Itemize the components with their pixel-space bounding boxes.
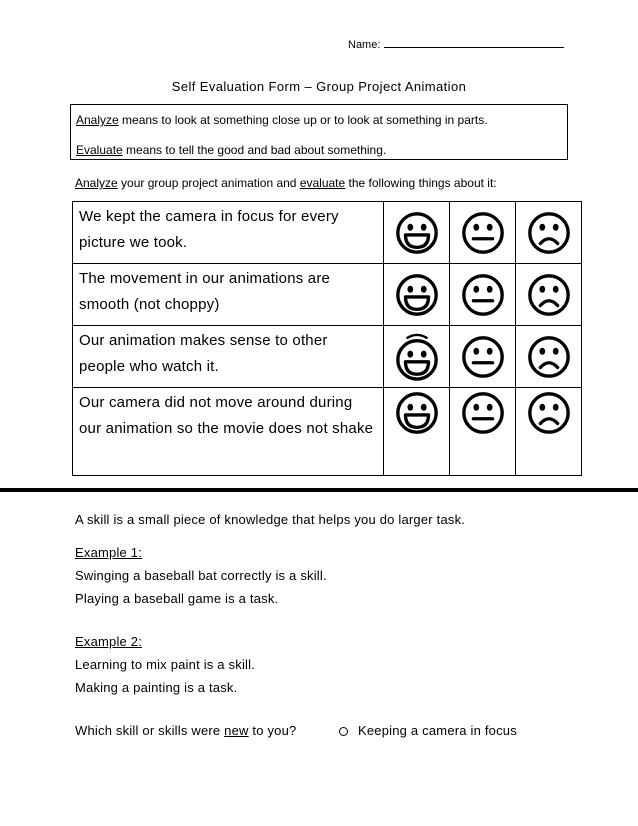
happy-face-icon[interactable]: [394, 331, 440, 383]
example2-line2: [75, 680, 237, 695]
example1-line2-text: Playing a baseball game is a: [75, 591, 250, 606]
sad-face-icon[interactable]: [526, 390, 572, 436]
happy-face-cell[interactable]: [384, 388, 450, 476]
skill-intro: [75, 512, 465, 527]
new-term: new: [224, 723, 249, 738]
neutral-face-cell[interactable]: [450, 264, 516, 326]
instruction-line: [75, 176, 497, 190]
instruction-evaluate: evaluate: [299, 176, 346, 190]
skill-term: skill: [86, 512, 110, 527]
table-row: [73, 264, 582, 326]
example2-line2-text: Making a painting is a: [75, 680, 209, 695]
analyze-term: Analyze: [76, 113, 119, 127]
neutral-face-cell[interactable]: [450, 388, 516, 476]
page-title: Self Evaluation Form – Group Project Animation: [171, 79, 467, 94]
option-circle-icon[interactable]: [339, 727, 348, 736]
neutral-face-icon[interactable]: [460, 390, 506, 436]
instruction-analyze: Analyze: [75, 176, 118, 190]
sad-face-cell[interactable]: [516, 202, 582, 264]
happy-face-icon[interactable]: [394, 390, 440, 436]
happy-face-cell[interactable]: [384, 264, 450, 326]
evaluation-table: [72, 201, 582, 476]
skill-intro-middle: is a small piece of knowledge that helps you do larger: [109, 512, 437, 527]
evaluate-definition: [76, 143, 386, 157]
happy-face-cell[interactable]: [384, 202, 450, 264]
page-divider: [0, 488, 638, 492]
neutral-face-cell[interactable]: [450, 202, 516, 264]
question-prefix: Which skill or skills were: [75, 723, 225, 738]
example1-line2: [75, 591, 278, 606]
name-label: Name:: [348, 39, 381, 51]
example1-line1: [75, 568, 327, 583]
statement-cell: Our camera did not move around during our animation so the movie does not shake: [73, 388, 384, 476]
statement-cell: We kept the camera in focus for every picture we took.: [73, 202, 384, 264]
statement-cell: The movement in our animations are smooth (not choppy): [73, 264, 384, 326]
example1-line1-end: .: [322, 568, 327, 583]
example1-line2-term: task.: [249, 591, 279, 606]
question-suffix: to you?: [248, 723, 297, 738]
sad-face-cell[interactable]: [516, 264, 582, 326]
happy-face-cell[interactable]: [384, 326, 450, 388]
analyze-definition: [76, 113, 488, 127]
example2-heading: Example 2:: [75, 634, 143, 649]
example1-line1-term: skill: [300, 568, 323, 583]
name-blank-line[interactable]: [384, 37, 564, 48]
sad-face-cell[interactable]: [516, 326, 582, 388]
sad-face-icon[interactable]: [526, 210, 572, 256]
table-row: [73, 202, 582, 264]
example2-line1: [75, 657, 255, 672]
example1-line1-text: Swinging a baseball bat correctly is a: [75, 568, 301, 583]
example2-line2-term: task.: [208, 680, 238, 695]
example2-line1-term: skill.: [228, 657, 256, 672]
analyze-definition-text: means to look at something close up or to look at something in parts.: [118, 113, 488, 127]
instruction-rest: the following things about it:: [345, 176, 497, 190]
table-row: [73, 326, 582, 388]
skills-question: [75, 723, 296, 738]
happy-face-icon[interactable]: [394, 210, 440, 256]
neutral-face-cell[interactable]: [450, 326, 516, 388]
task-term: task.: [436, 512, 466, 527]
example2-line1-text: Learning to mix paint is a: [75, 657, 229, 672]
sad-face-icon[interactable]: [526, 334, 572, 380]
sad-face-icon[interactable]: [526, 272, 572, 318]
neutral-face-icon[interactable]: [460, 272, 506, 318]
evaluate-term: Evaluate: [76, 143, 123, 157]
definitions-box: [70, 104, 568, 160]
neutral-face-icon[interactable]: [460, 334, 506, 380]
sad-face-cell[interactable]: [516, 388, 582, 476]
example1-heading: Example 1:: [75, 545, 143, 560]
happy-face-icon[interactable]: [394, 272, 440, 318]
statement-cell: Our animation makes sense to other people who watch it.: [73, 326, 384, 388]
option-label: Keeping a camera in focus: [358, 723, 517, 738]
instruction-middle: your group project animation and: [117, 176, 300, 190]
name-field[interactable]: [348, 37, 564, 51]
option-keeping-camera-in-focus[interactable]: [339, 723, 517, 738]
neutral-face-icon[interactable]: [460, 210, 506, 256]
skill-intro-a: A: [75, 512, 87, 527]
evaluate-definition-text: means to tell the good and bad about something.: [122, 143, 387, 157]
table-row: [73, 388, 582, 476]
